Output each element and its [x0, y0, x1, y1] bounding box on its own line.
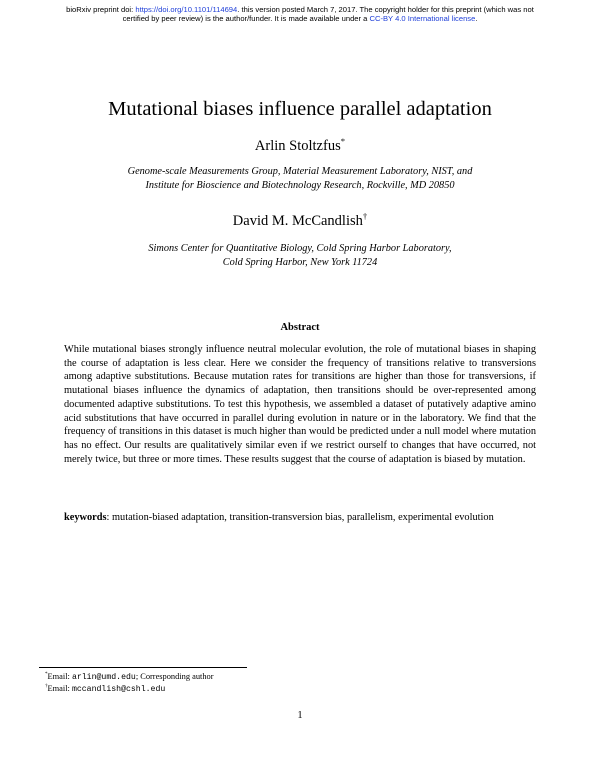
license-link[interactable]: CC-BY 4.0 International license: [369, 14, 476, 23]
abstract-heading: Abstract: [280, 322, 320, 333]
author-2-affiliation: Simons Center for Quantitative Biology, Cold Spring Harbor Laboratory, Cold Spring Harbor, New York 11724: [148, 243, 452, 268]
author-2-footnote-mark: †: [362, 211, 368, 222]
doi-link[interactable]: https://doi.org/10.1101/114694: [135, 5, 238, 14]
author-1: Arlin Stoltzfus*: [254, 136, 346, 154]
keywords-text: : mutation-biased adaptation, transition-transversion bias, parallelism, experimental evolution: [106, 512, 494, 523]
footnote-1: *Email: arlin@umd.edu; Corresponding author: [45, 672, 214, 682]
author-2: David M. McCandlish†: [232, 211, 368, 229]
footnote-2-email: mccandlish@cshl.edu: [71, 685, 166, 694]
footnote-2: †Email: mccandlish@cshl.edu: [45, 684, 166, 694]
preprint-header-line-2: certified by peer review) is the author/funder. It is made available under a CC-BY 4.0 International license.: [122, 14, 478, 23]
paper-title: Mutational biases influence parallel adaptation: [108, 98, 492, 120]
page-number: 1: [297, 710, 303, 721]
footnote-divider: [39, 667, 247, 668]
keywords-label: keywords: [64, 512, 107, 523]
author-1-affiliation: Genome-scale Measurements Group, Material Measurement Laboratory, NIST, and Institute for Bioscience and Biotechnology Research, Rockville, MD 20850: [127, 166, 473, 191]
keywords: [64, 511, 536, 525]
preprint-header: [20, 5, 580, 23]
author-1-footnote-mark: *: [340, 136, 346, 147]
abstract-body: While mutational biases strongly influence neutral molecular evolution, the role of mutational biases in shaping the course of adaptation is less clear. Here we consider the frequency of transitions relative to transversions among adaptive substitutions. Because mutation rates for transitions are higher than those for transversions, if mutational biases influence the dynamics of adaptation, then transitions should be over-represented among documented adaptive substitutions. To test this hypothesis, we assembled a dataset of putatively adaptive amino acid substitutions that have occurred in parallel during evolution in nature or in the laboratory. We find that the frequency of transitions in this dataset is much higher than would be predicted under a null model where mutation has no effect. Our results are qualitatively similar even if we restrict ourself to changes that have occurred, not merely twice, but three or more times. These results suggest that the course of adaptation is biased by mutation.: [64, 344, 536, 465]
preprint-header-line-1: bioRxiv preprint doi: https://doi.org/10.1101/114694. this version posted March 7, 2017. The copyright holder for this preprint (which was not: [66, 5, 534, 14]
footnote-1-email: arlin@umd.edu: [71, 673, 136, 682]
